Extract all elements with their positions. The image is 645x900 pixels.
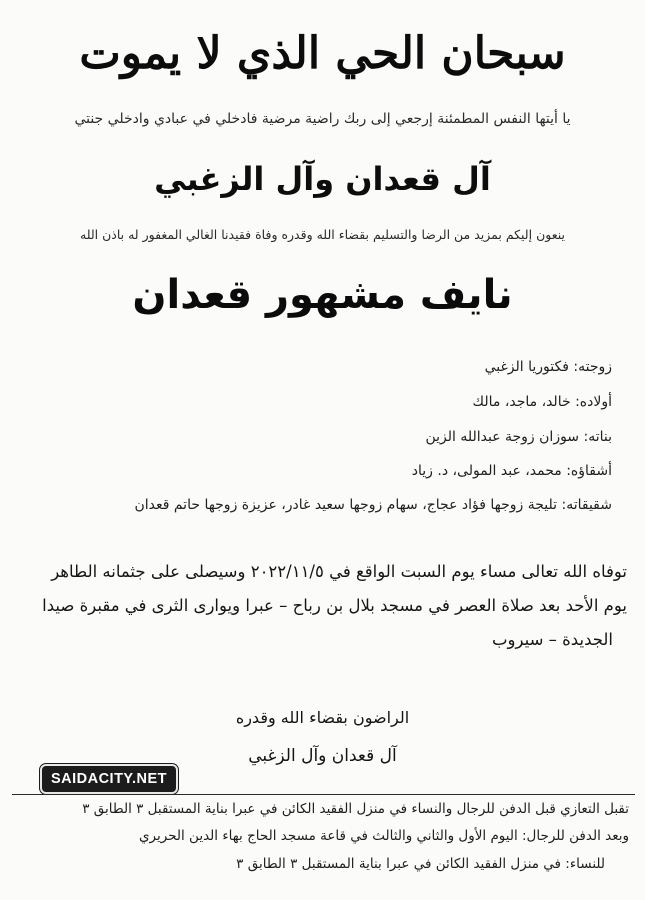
condolence-line: وبعد الدفن للرجال: اليوم الأول والثاني والثالث في قاعة مسجد الحاج بهاء الدين الحريري <box>138 828 629 844</box>
relative-line-daughters: بناته: سوزان زوجة عبدالله الزين <box>425 429 612 445</box>
funeral-text-line: الجديدة – سيروب <box>492 630 613 649</box>
watermark-logo: SAIDACITY.NET <box>40 764 178 794</box>
condolence-line: للنساء: في منزل الفقيد الكائن في عبرا بناية المستقبل ٣ الطابق ٣ <box>236 856 605 872</box>
announcement-text: ينعون إليكم بمزيد من الرضا والتسليم بقضاء الله وقدره وفاة فقيدنا الغالي المغفور له باذن الله <box>80 227 565 242</box>
family-name: آل قعدان وآل الزغبي <box>154 160 491 198</box>
deceased-name: نايف مشهور قعدان <box>132 272 513 318</box>
relative-line-wife: زوجته: فكتوريا الزغبي <box>484 359 612 375</box>
condolence-line: تقبل التعازي قبل الدفن للرجال والنساء في منزل الفقيد الكائن في عبرا بناية المستقبل ٣ الطابق ٣ <box>82 801 629 817</box>
signature-family: آل قعدان وآل الزغبي <box>248 746 397 766</box>
relative-line-sisters: شقيقاته: تليجة زوجها فؤاد عجاج، سهام زوجها سعيد غادر، عزيزة زوجها حاتم قعدان <box>134 497 612 513</box>
divider-line <box>12 794 635 795</box>
relative-line-brothers: أشقاؤه: محمد، عبد المولى، د. زياد <box>411 463 612 479</box>
quran-verse: يا أيتها النفس المطمئنة إرجعي إلى ربك راضية مرضية فادخلي في عبادي وادخلي جنتي <box>74 111 571 127</box>
relative-line-sons: أولاده: خالد، ماجد، مالك <box>472 394 612 410</box>
signature-line: الراضون بقضاء الله وقدره <box>235 708 410 727</box>
headline: سبحان الحي الذي لا يموت <box>79 28 566 79</box>
funeral-text-line: يوم الأحد بعد صلاة العصر في مسجد بلال بن رباح – عبرا ويوارى الثرى في مقبرة صيدا <box>42 596 627 615</box>
funeral-text-line: توفاه الله تعالى مساء يوم السبت الواقع في ٢٠٢٢/١١/٥ وسيصلى على جثمانه الطاهر <box>51 562 627 581</box>
